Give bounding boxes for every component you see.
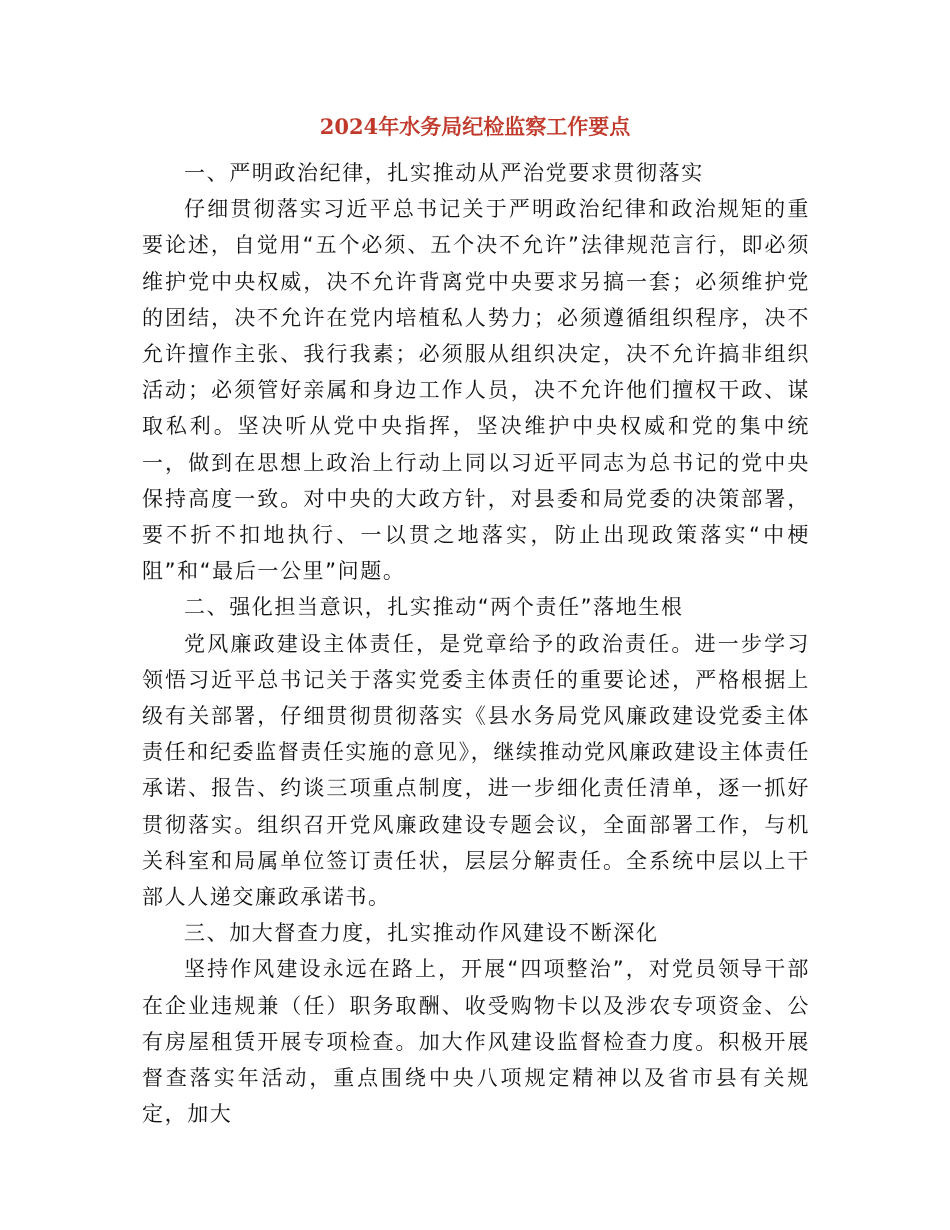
document-title: 2024年水务局纪检监察工作要点 xyxy=(319,114,631,139)
section-3-paragraph: 坚持作风建设永远在路上，开展“四项整治”，对党员领导干部在企业违规兼（任）职务取酬、收受购物卡以及涉农专项资金、公有房屋租赁开展专项检查。加大作风建设监督检查力度。积极开展督查落实年活动，重点围绕中央八项规定精神以及省市县有关规定，加大 xyxy=(142,957,810,1127)
section-1-paragraph: 仔细贯彻落实习近平总书记关于严明政治纪律和政治规矩的重要论述，自觉用“五个必须、五个决不允许”法律规范言行，即必须维护党中央权威，决不允许背离党中央要求另搞一套；必须维护党的团结，决不允许在党内培植私人势力；必须遵循组织程序，决不允许擅作主张、我行我素；必须服从组织决定，决不允许搞非组织活动；必须管好亲属和身边工作人员，决不允许他们擅权干政、谋取私利。坚决听从党中央指挥，坚决维护中央权威和党的集中统一，做到在思想上政治上行动上同以习近平同志为总书记的党中央保持高度一致。对中央的大政方针，对县委和局党委的决策部署，要不折不扣地执行、一以贯之地落实，防止出现政策落实“中梗阻”和“最后一公里”问题。 xyxy=(142,197,810,584)
document-body xyxy=(142,155,810,1132)
section-3-heading: 三、加大督查力度，扎实推动作风建设不断深化 xyxy=(184,921,659,946)
section-2-paragraph: 党风廉政建设主体责任，是党章给予的政治责任。进一步学习领悟习近平总书记关于落实党委主体责任的重要论述，严格根据上级有关部署，仔细贯彻贯彻落实《县水务局党风廉政建设党委主体责任和纪委监督责任实施的意见》，继续推动党风廉政建设主体责任承诺、报告、约谈三项重点制度，进一步细化责任清单，逐一抓好贯彻落实。组织召开党风廉政建设专题会议，全面部署工作，与机关科室和局属单位签订责任状，层层分解责任。全系统中层以上干部人人递交廉政承诺书。 xyxy=(142,631,810,910)
section-2-heading: 二、强化担当意识，扎实推动“两个责任”落地生根 xyxy=(184,595,684,620)
section-1-heading: 一、严明政治纪律，扎实推动从严治党要求贯彻落实 xyxy=(184,161,704,185)
